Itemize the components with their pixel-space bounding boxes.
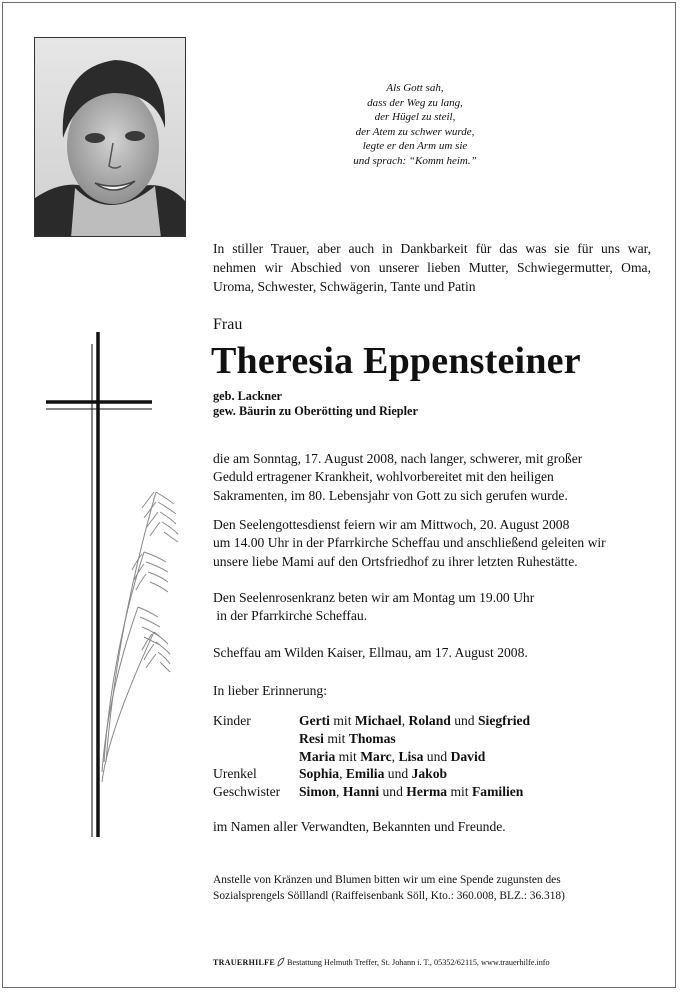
connector-text: ,	[336, 784, 343, 800]
closing-text: im Namen aller Verwandten, Bekannten und Freunde.	[213, 819, 506, 834]
memory-heading	[213, 682, 653, 700]
former-occupation: gew. Bäurin zu Oberötting und Riepler	[213, 404, 418, 418]
connector-text: und	[450, 713, 478, 728]
intro-line: nehmen wir Abschied von unserer lieben Mutter, Schwiegermutter, Oma,	[213, 260, 651, 275]
relative-name: Hanni	[342, 784, 380, 800]
name-details	[213, 389, 418, 419]
rosary-paragraph	[213, 589, 653, 626]
mass-paragraph	[213, 516, 653, 571]
relative-name: Familien	[472, 784, 524, 800]
poem-line: legte er den Arm um sie	[362, 140, 468, 153]
relatives-row	[213, 712, 530, 730]
relative-name: Siegfried	[478, 713, 531, 728]
footer	[213, 957, 550, 967]
relative-name: Simon	[299, 784, 337, 800]
place-date	[213, 644, 653, 662]
relatives-row	[213, 748, 530, 766]
footer-text: Bestattung Helmuth Treffer, St. Johann i. T., 05352/62115, www.trauerhilfe.info	[286, 957, 550, 967]
relative-name: Thomas	[348, 730, 396, 746]
relatives-list	[213, 712, 530, 801]
cross-and-wheat-ornament	[46, 332, 186, 842]
deceased-name: Theresia Eppensteiner	[211, 340, 581, 382]
connector-text: ,	[391, 748, 399, 764]
poem-line: Als Gott sah,	[386, 82, 444, 94]
wheat-icon	[102, 492, 178, 782]
relative-name: Lisa	[398, 748, 424, 764]
relative-name: Gerti	[299, 713, 330, 728]
poem-line: und sprach: “Komm heim.”	[353, 154, 477, 167]
donation-note	[213, 872, 565, 904]
relatives-label	[213, 748, 299, 766]
mass-line: unsere liebe Mami auf den Ortsfriedhof zu ihrer letzten Ruhestätte.	[213, 553, 578, 569]
connector-text: mit	[335, 748, 361, 764]
relatives-names	[299, 783, 523, 801]
relative-name: Herma	[406, 784, 448, 800]
relative-name: Maria	[299, 748, 336, 764]
connector-text: ,	[339, 766, 346, 782]
maiden-name: geb. Lackner	[213, 389, 282, 403]
relatives-names	[299, 730, 396, 748]
relatives-row	[213, 730, 530, 748]
poem-line: der Hügel zu steil,	[374, 111, 456, 124]
poem-line: dass der Weg zu lang,	[367, 96, 463, 109]
poem-line: der Atem zu schwer wurde,	[355, 125, 475, 138]
relative-name: Jakob	[411, 766, 448, 782]
relatives-label: Geschwister	[213, 784, 281, 800]
death-line: die am Sonntag, 17. August 2008, nach langer, schwerer, mit großer	[213, 451, 583, 466]
relative-name: Michael	[354, 713, 402, 728]
closing-line	[213, 818, 653, 836]
relatives-names	[299, 748, 485, 766]
relative-name: Roland	[408, 713, 451, 728]
death-paragraph	[213, 450, 653, 505]
donation-line: Sozialsprengels Sölllandl (Raiffeisenbank Söll, Kto.: 360.008, BLZ.: 36.318)	[213, 890, 565, 902]
connector-text: und	[423, 748, 451, 764]
relative-name: Emilia	[345, 766, 385, 782]
death-line: Geduld ertragener Krankheit, wohlvorbereitet mit den heiligen	[213, 469, 554, 485]
relative-name: Marc	[360, 748, 392, 764]
place-date-text: Scheffau am Wilden Kaiser, Ellmau, am 17. August 2008.	[213, 645, 528, 660]
connector-text: mit	[329, 713, 355, 728]
relative-name: Resi	[299, 730, 324, 746]
salutation: Frau	[213, 316, 243, 333]
leaf-icon	[277, 957, 285, 967]
connector-text: und	[384, 766, 412, 782]
relatives-names	[299, 765, 447, 783]
death-line: Sakramenten, im 80. Lebensjahr von Gott zu sich gerufen wurde.	[213, 487, 568, 503]
poem	[300, 81, 530, 169]
rosary-line: in der Pfarrkirche Scheffau.	[213, 608, 368, 624]
donation-line: Anstelle von Kränzen und Blumen bitten wir um eine Spende zugunsten des	[213, 874, 561, 886]
relative-name: David	[450, 748, 486, 764]
intro-paragraph	[213, 239, 651, 296]
relatives-label: Kinder	[213, 713, 251, 728]
relatives-row	[213, 783, 530, 801]
trauerhilfe-logo: TRAUERHILFE	[213, 957, 275, 967]
intro-line: Uroma, Schwester, Schwägerin, Tante und Patin	[213, 279, 476, 294]
portrait-photo	[34, 37, 186, 237]
mass-line: Den Seelengottesdienst feiern wir am Mittwoch, 20. August 2008	[213, 517, 570, 532]
connector-text: ,	[401, 713, 409, 728]
memory-text: In lieber Erinnerung:	[213, 683, 327, 698]
connector-text: und	[379, 784, 407, 800]
relatives-names	[299, 712, 530, 730]
relatives-label	[213, 730, 299, 748]
relative-name: Sophia	[299, 766, 340, 782]
rosary-line: Den Seelenrosenkranz beten wir am Montag um 19.00 Uhr	[213, 590, 535, 605]
relatives-label: Urenkel	[213, 766, 257, 782]
intro-line: In stiller Trauer, aber auch in Dankbarkeit für das was sie für uns war,	[213, 241, 651, 256]
relatives-row	[213, 765, 530, 783]
connector-text: mit	[447, 784, 472, 800]
mass-line: um 14.00 Uhr in der Pfarrkirche Scheffau und anschließend geleiten wir	[213, 535, 606, 551]
connector-text: mit	[323, 730, 349, 746]
